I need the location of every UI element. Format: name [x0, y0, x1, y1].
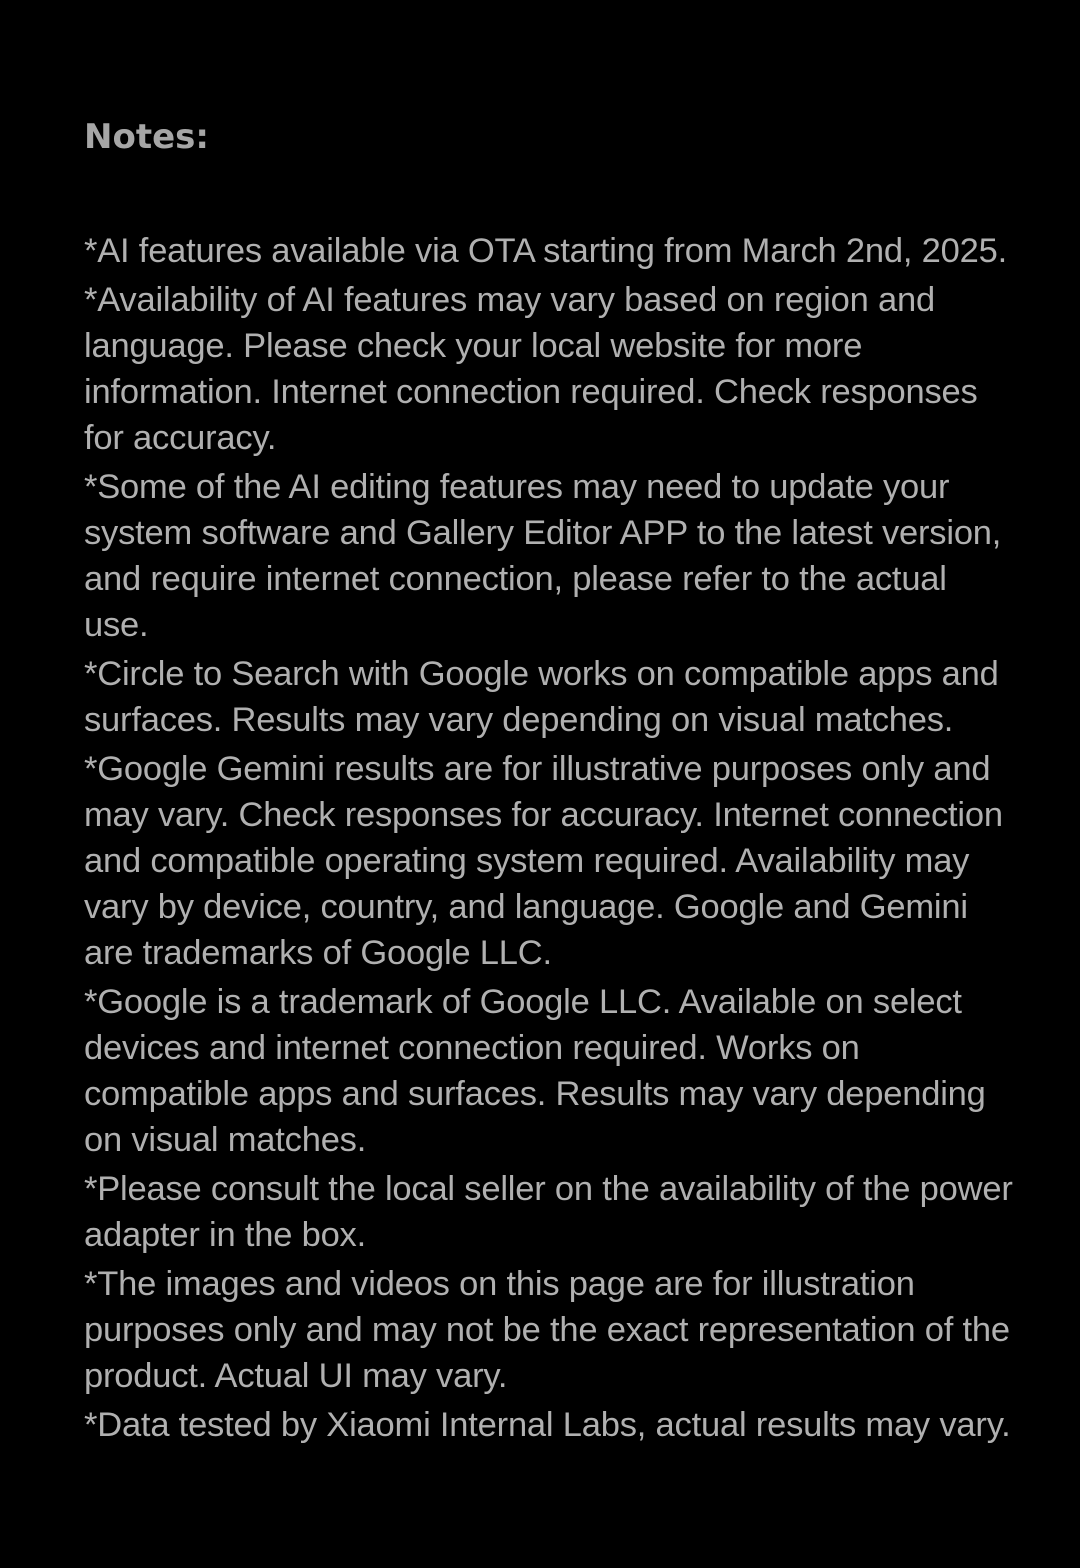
note-circle-to-search: *Circle to Search with Google works on compatible apps and surfaces. Results may vary depending on visual matches. — [84, 655, 999, 739]
note-ai-availability: *Availability of AI features may vary based on region and language. Please check your local website for more information. Internet connection required. Check responses for accuracy. — [84, 281, 978, 457]
note-google-trademark: *Google is a trademark of Google LLC. Available on select devices and internet connection required. Works on compatible apps and surfaces. Results may vary depending on visual matches. — [84, 983, 986, 1159]
notes-section — [84, 112, 1014, 1451]
note-ai-ota: *AI features available via OTA starting from March 2nd, 2025. — [84, 232, 1007, 270]
note-ai-editing: *Some of the AI editing features may need to update your system software and Gallery Editor APP to the latest version, and require internet connection, please refer to the actual use. — [84, 468, 1002, 644]
note-images-videos: *The images and videos on this page are for illustration purposes only and may not be the exact representation of the product. Actual UI may vary. — [84, 1265, 1010, 1395]
notes-list — [84, 228, 1014, 1448]
notes-title: Notes: — [84, 117, 209, 157]
note-google-gemini: *Google Gemini results are for illustrative purposes only and may vary. Check responses for accuracy. Internet connection and compatible operating system required. Availability may vary by device, country, and language. Google and Gemini are trademarks of Google LLC. — [84, 750, 1003, 972]
note-data-tested: *Data tested by Xiaomi Internal Labs, actual results may vary. — [84, 1406, 1011, 1444]
note-power-adapter: *Please consult the local seller on the availability of the power adapter in the box. — [84, 1170, 1013, 1254]
